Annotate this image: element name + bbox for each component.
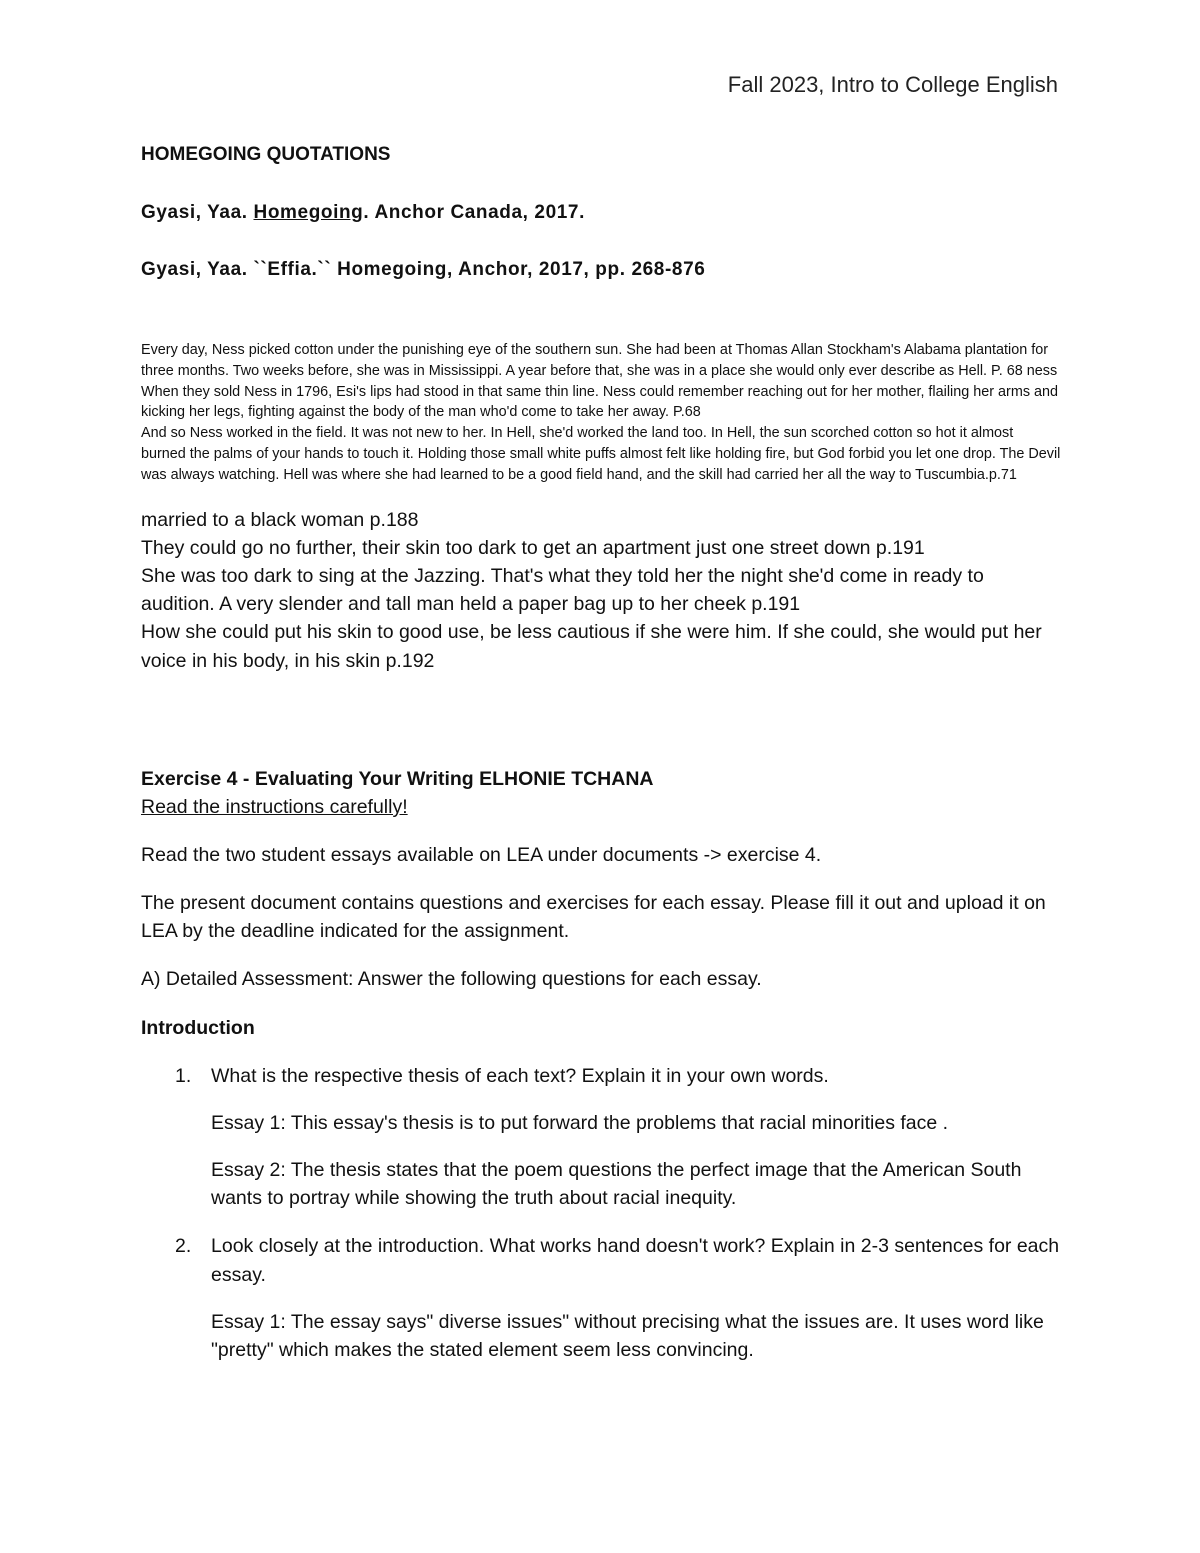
instruction-paragraph: A) Detailed Assessment: Answer the following questions for each essay.: [141, 968, 762, 991]
exercise-title: Exercise 4 - Evaluating Your Writing ELHONIE TCHANA: [141, 767, 654, 790]
citation-chapter: Gyasi, Yaa. ``Effia.`` Homegoing, Anchor, 2017, pp. 268-876: [141, 259, 706, 280]
note-line: She was too dark to sing at the Jazzing. That's what they told her the night she'd come in ready to audition. A very slender and tall man held a paper bag up to her cheek p.191: [141, 564, 984, 616]
quote-paragraph: And so Ness worked in the field. It was not new to her. In Hell, she'd worked the land too. In Hell, the sun scorched cotton so hot it almost burned the palms of your hands to touch it. Holding those small white puffs almost felt like holding fire, but God forbid you let one drop. The Devil was always watching. Hell was where she had learned to be a good field hand, and the skill had carried her all the way to Tuscumbia.p.71: [141, 425, 1061, 483]
question-item: [141, 1062, 1061, 1213]
citation-book-prefix: Gyasi, Yaa.: [141, 202, 254, 223]
page-header: Fall 2023, Intro to College English: [727, 72, 1058, 97]
page-title: HOMEGOING QUOTATIONS: [141, 144, 391, 165]
section-heading: Introduction: [141, 1016, 255, 1039]
quote-paragraph: Every day, Ness picked cotton under the punishing eye of the southern sun. She had been at Thomas Allan Stockham's Alabama plantation for three months. Two weeks before, she was in Mississippi. A year before that, she was in a place she would only ever describe as Hell. P. 68 ness: [141, 342, 1058, 379]
question-list: [141, 1062, 1061, 1365]
citation-book-title: Homegoing: [253, 202, 364, 223]
answer-text[interactable]: Essay 1: This essay's thesis is to put forward the problems that racial minorities face .: [211, 1111, 949, 1134]
note-line: married to a black woman p.188: [141, 508, 419, 531]
question-text: Look closely at the introduction. What works hand doesn't work? Explain in 2-3 sentences for each essay.: [211, 1235, 1060, 1286]
quote-paragraph: When they sold Ness in 1796, Esi's lips had stood in that same thin line. Ness could remember reaching out for her mother, flailing her arms and kicking her legs, fighting against the body of the man who'd come to take her away. P.68: [141, 383, 1059, 421]
exercise-subtitle: Read the instructions carefully!: [141, 795, 408, 818]
document-body: [141, 140, 1061, 1384]
answer-text[interactable]: Essay 1: The essay says" diverse issues" without precising what the issues are. It uses word like "pretty" which makes the stated element seem less convincing.: [211, 1310, 1044, 1362]
citation-book-suffix: . Anchor Canada, 2017.: [363, 202, 585, 223]
question-number: 1.: [175, 1064, 192, 1087]
instruction-paragraph: The present document contains questions and exercises for each essay. Please fill it out and upload it on LEA by the deadline indicated for the assignment.: [141, 892, 1046, 943]
question-number: 2.: [175, 1235, 192, 1258]
instruction-paragraph: Read the two student essays available on LEA under documents -> exercise 4.: [141, 843, 822, 866]
notes-block: [141, 506, 1061, 675]
question-item: [141, 1232, 1061, 1364]
answer-text[interactable]: Essay 2: The thesis states that the poem questions the perfect image that the American South wants to portray while showing the truth about racial inequity.: [211, 1159, 1022, 1210]
note-line: How she could put his skin to good use, be less cautious if she were him. If she could, she would put her voice in his body, in his skin p.192: [141, 621, 1042, 672]
quotations-block: [141, 340, 1061, 486]
citation-book: [141, 198, 1061, 228]
note-line: They could go no further, their skin too dark to get an apartment just one street down p.191: [141, 536, 925, 559]
question-text: What is the respective thesis of each text? Explain it in your own words.: [211, 1064, 829, 1087]
